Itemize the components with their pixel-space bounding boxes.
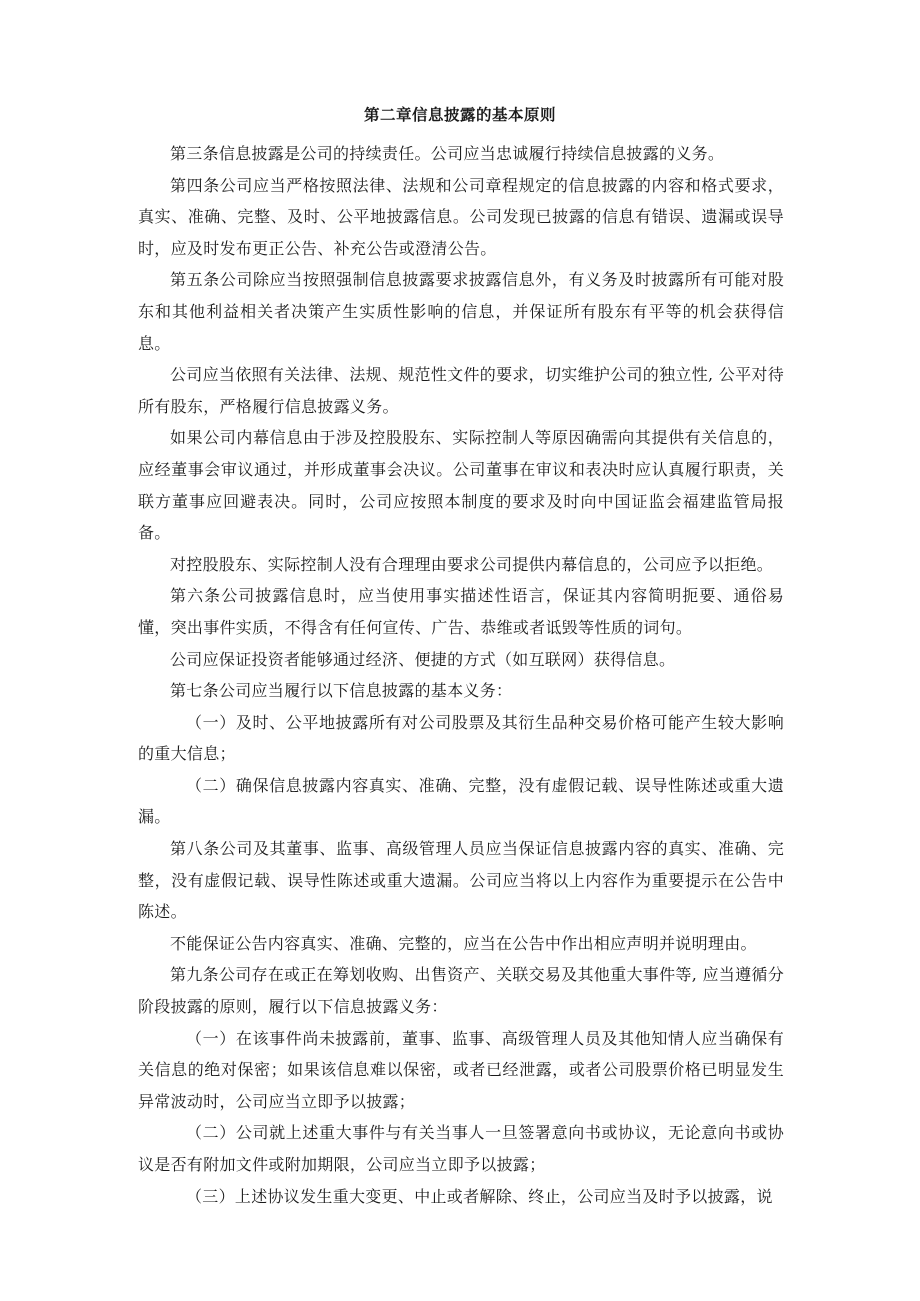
list-item-9-3: （三）上述协议发生重大变更、中止或者解除、终止，公司应当及时予以披露，说 bbox=[186, 1186, 773, 1206]
list-item-7-2: （二）确保信息披露内容真实、准确、完整，没有虚假记载、误导性陈述或重大遗漏。 bbox=[138, 775, 784, 827]
paragraph-investor-access: 公司应保证投资者能够通过经济、便捷的方式（如互联网）获得信息。 bbox=[170, 649, 676, 669]
chapter-title: 第二章信息披露的基本原则 bbox=[363, 105, 556, 124]
paragraph-article-7: 第七条公司应当履行以下信息披露的基本义务： bbox=[170, 681, 513, 701]
paragraph-insider-info: 如果公司内幕信息由于涉及控股股东、实际控制人等原因确需向其提供有关信息的，应经董事会审议通过，并形成董事会决议。公司董事在审议和表决时应认真履行职责，关联方董事应回避表决。同时，公司应按照本制度的要求及时向中国证监会福建监管局报备。 bbox=[138, 428, 784, 543]
document-body bbox=[138, 138, 784, 1212]
paragraph-article-4: 第四条公司应当严格按照法律、法规和公司章程规定的信息披露的内容和格式要求，真实、准确、完整、及时、公平地披露信息。公司发现已披露的信息有错误、遗漏或误导时，应及时发布更正公告、补充公告或澄清公告。 bbox=[138, 175, 784, 258]
paragraph-refusal: 对控股股东、实际控制人没有合理理由要求公司提供内幕信息的，公司应予以拒绝。 bbox=[170, 554, 774, 574]
paragraph-article-3: 第三条信息披露是公司的持续责任。公司应当忠诚履行持续信息披露的义务。 bbox=[170, 144, 725, 163]
paragraph-statement: 不能保证公告内容真实、准确、完整的，应当在公告中作出相应声明并说明理由。 bbox=[170, 933, 757, 953]
paragraph-article-9: 第九条公司存在或正在筹划收购、出售资产、关联交易及其他重大事件等, 应当遵循分阶段披露的原则，履行以下信息披露义务： bbox=[138, 965, 784, 1017]
paragraph-article-6: 第六条公司披露信息时，应当使用事实描述性语言，保证其内容简明扼要、通俗易懂，突出事件实质，不得含有任何宣传、广告、恭维或者诋毁等性质的词句。 bbox=[138, 586, 784, 637]
list-item-7-1: （一）及时、公平地披露所有对公司股票及其衍生品种交易价格可能产生较大影响的重大信息； bbox=[138, 712, 784, 764]
paragraph-article-5: 第五条公司除应当按照强制信息披露要求披露信息外，有义务及时披露所有可能对股东和其他利益相关者决策产生实质性影响的信息，并保证所有股东有平等的机会获得信息。 bbox=[138, 270, 784, 353]
paragraph-article-8: 第八条公司及其董事、监事、高级管理人员应当保证信息披露内容的真实、准确、完整，没有虚假记载、误导性陈述或重大遗漏。公司应当将以上内容作为重要提示在公告中陈述。 bbox=[138, 839, 784, 922]
list-item-9-2: （二）公司就上述重大事件与有关当事人一旦签署意向书或协议，无论意向书或协议是否有附加文件或附加期限，公司应当立即予以披露； bbox=[138, 1123, 784, 1174]
paragraph-independence: 公司应当依照有关法律、法规、规范性文件的要求，切实维护公司的独立性, 公平对待所有股东，严格履行信息披露义务。 bbox=[138, 365, 784, 416]
list-item-9-1: （一）在该事件尚未披露前，董事、监事、高级管理人员及其他知情人应当确保有关信息的绝对保密；如果该信息难以保密，或者已经泄露，或者公司股票价格已明显发生异常波动时，公司应当立即予以披露； bbox=[138, 1028, 784, 1111]
